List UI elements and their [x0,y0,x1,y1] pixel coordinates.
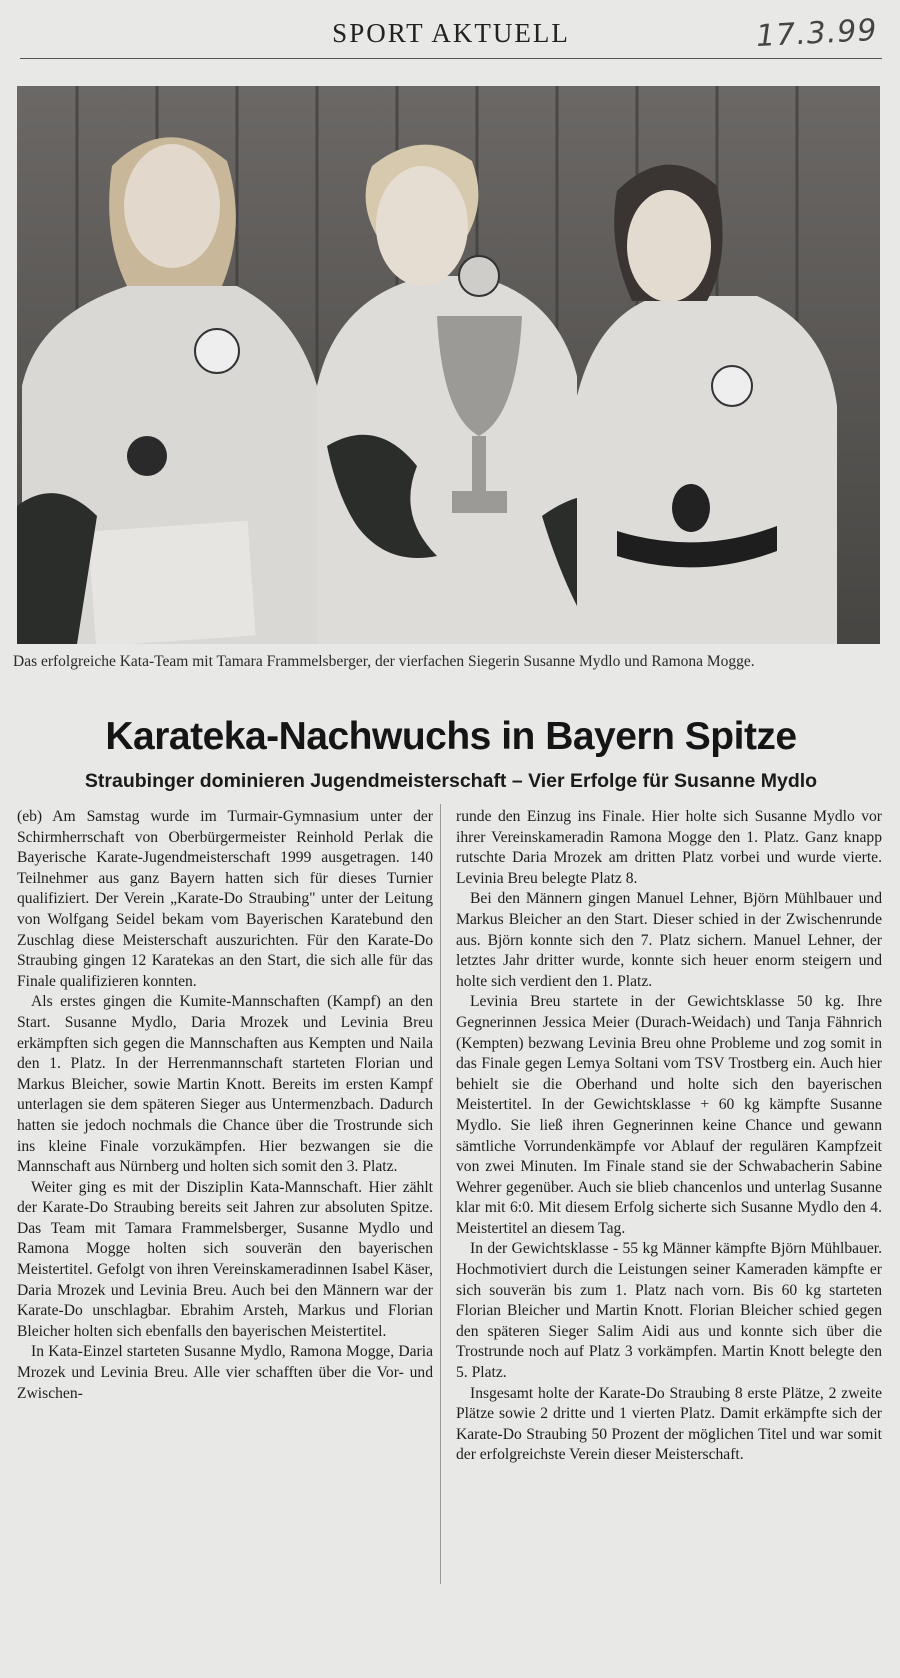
paragraph: Weiter ging es mit der Disziplin Kata-Mannschaft. Hier zählt der Karate-Do Straubing bereits seit Jahren zur absoluten Spitze. Das Team mit Tamara Frammelsberger, Susanne Mydlo und Ramona Mogge holten sich souverän den bayerischen Meistertitel. Gefolgt von ihren Vereinskameradinnen Isabel Käser, Daria Mrozek und Levinia Breu. Auch bei den Männern war der Karate-Do unschlagbar. Ebrahim Arsteh, Markus und Florian Bleicher holten sich ebenfalls den bayerischen Meistertitel. [17,1178,433,1340]
headline: Karateka-Nachwuchs in Bayern Spitze [105,715,797,758]
paragraph: (eb) Am Samstag wurde im Turmair-Gymnasium unter der Schirmherrschaft von Oberbürgermeister Reinhold Perlak die Bayerische Karate-Jugendmeisterschaft 1999 ausgetragen. 140 Teilnehmer aus ganz Bayern hatten sich für dieses Turnier qualifiziert. Der Verein „Karate-Do Straubing" unter der Leitung von Wolfgang Seidel bekam vom Bayerischen Karatebund den Zuschlag diese Meisterschaft auszurichten. Für den Karate-Do Straubing gingen 12 Karatekas an den Start, die sich alle für das Finale qualifizieren konnten. [17,808,433,990]
photo-image [17,86,880,644]
paragraph: In Kata-Einzel starteten Susanne Mydlo, Ramona Mogge, Daria Mrozek und Levinia Breu. Alle vier schafften über die Vor- und Zwischen- [17,1343,433,1402]
paragraph: Levinia Breu startete in der Gewichtsklasse 50 kg. Ihre Gegnerinnen Jessica Meier (Durach-Weidach) und Tanja Fähnrich (Kempten) bezwang Levinia Breu ohne Probleme und zog somit in das Finale gegen Lemya Soltani vom TSV Trostberg ein. Auch hier behielt sie die Oberhand und holte sich den bayerischen Meistertitel. In der Gewichtsklasse + 60 kg kämpfte Susanne Mydlo. Sie ließ ihren Gegnerinnen keine Chance und gewann sämtliche Vorrundenkämpfe vor Ablauf der regulären Kampfzeit von zwei Minuten. Im Finale stand sie der Schwabacherin Sabine Wehrer gegenüber. Auch sie blieb chancenlos und unterlag Susanne klar mit 6:0. Mit diesem Erfolg sicherte sich Susanne Mydlo den 4. Meistertitel an diesem Tag. [456,993,882,1237]
section-title: SPORT AKTUELL [332,18,570,48]
article-column-left [17,807,433,1404]
team-photo [17,86,880,644]
paragraph: Als erstes gingen die Kumite-Mannschaften (Kampf) an den Start. Susanne Mydlo, Daria Mrozek und Levinia Breu erkämpften sich gegen die Mannschaften aus Kempten und Naila den 1. Platz. In der Herrenmannschaft starteten Florian und Markus Bleicher, sowie Martin Knott. Bereits im ersten Kampf unterlagen sie dem späteren Sieger aus Untermenzbach. Dadurch hatten sie jedoch nochmals die Chance über die Trostrunde sich ins kleine Finale vorzukämpfen. Hier bezwangen sie die Mannschaft aus Nürnberg und holten sich somit den 3. Platz. [17,993,433,1176]
article-column-right [456,807,882,1466]
photo-caption: Das erfolgreiche Kata-Team mit Tamara Frammelsberger, der vierfachen Siegerin Susanne Mydlo und Ramona Mogge. [13,653,755,670]
handwritten-date: 17.3.99 [755,12,879,55]
column-divider [440,804,441,1584]
subheadline: Straubinger dominieren Jugendmeisterschaft – Vier Erfolge für Susanne Mydlo [84,770,818,792]
paragraph: runde den Einzug ins Finale. Hier holte sich Susanne Mydlo vor ihrer Vereinskameradin Ramona Mogge den 1. Platz. Ganz knapp rutschte Daria Mrozek am dritten Platz vorbei und wurde vierte. Levinia Breu belegte Platz 8. [456,808,882,887]
page-header [20,0,882,59]
paragraph: Bei den Männern gingen Manuel Lehner, Björn Mühlbauer und Markus Bleicher an den Start. Dieser schied in der Zwischenrunde aus. Björn konnte sich den 7. Platz sichern. Manuel Lehner, der letztes Jahr dritter wurde, konnte sich heuer enorm steigern und holte sich verdient den 1. Platz. [456,890,882,990]
paragraph: In der Gewichtsklasse - 55 kg Männer kämpfte Björn Mühlbauer. Hochmotiviert durch die Leistungen seiner Kameraden kämpfte er sich souverän bis zum 1. Platz nach vorn. Bis 60 kg starteten Florian Bleicher und Martin Knott. Florian Bleicher schied gegen den späteren Sieger Salim Aidi aus und konnte sich über die Trostrunde noch auf Platz 3 vorkämpfen. Martin Knott belegte den 5. Platz. [456,1240,882,1382]
paragraph: Insgesamt holte der Karate-Do Straubing 8 erste Plätze, 2 zweite Plätze sowie 2 dritte und 1 vierten Platz. Damit erkämpfte sich der Karate-Do Straubing 50 Prozent der möglichen Titel und war somit der erfolgreichste Verein dieser Meisterschaft. [456,1384,882,1464]
